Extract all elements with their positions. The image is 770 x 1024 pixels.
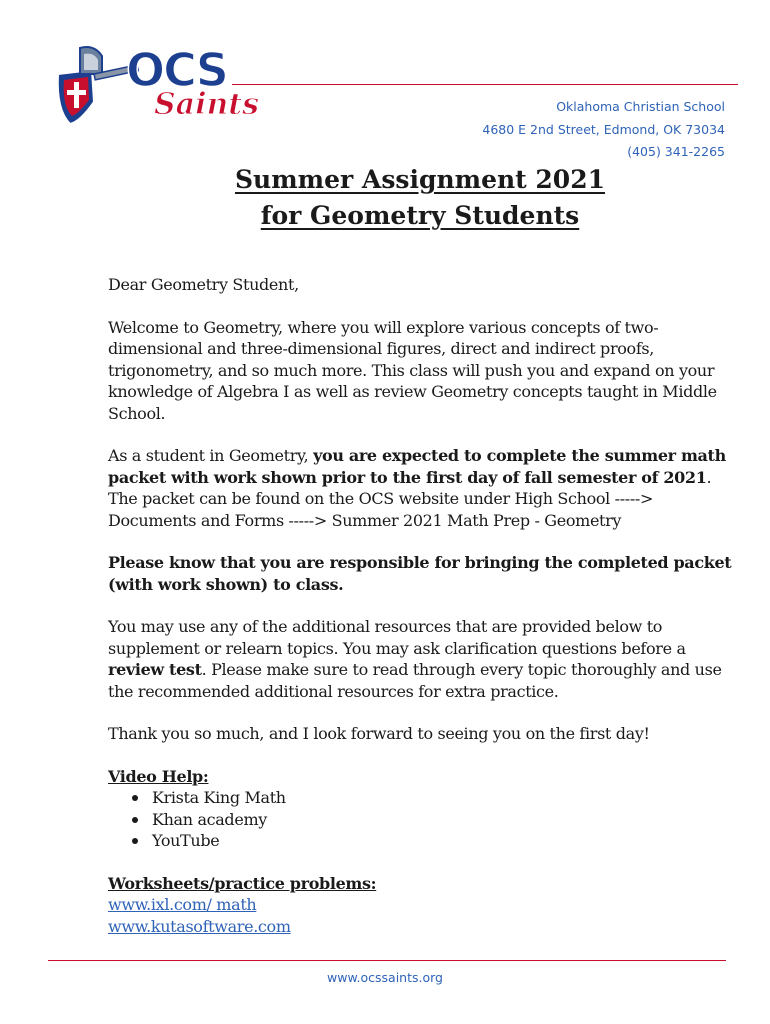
list-item-label: Khan academy (152, 809, 267, 829)
header-divider (232, 84, 738, 85)
title-line-1: Summer Assignment 2021 (235, 165, 605, 194)
bullet-icon (132, 795, 138, 801)
logo-ocs-text: OCS (126, 44, 227, 97)
page-title (0, 162, 770, 234)
video-help-heading: Video Help: (108, 766, 209, 786)
paragraph-responsibility: Please know that you are responsible for bringing the completed packet (with work shown) to class. (108, 553, 732, 594)
title-line-2: for Geometry Students (260, 201, 580, 230)
ixl-link[interactable]: www.ixl.com/ math (108, 895, 257, 914)
resources-text: You may use any of the additional resources that are provided below to supplement or relearn topics. You may ask clarification questions before a (108, 617, 686, 658)
greeting: Dear Geometry Student, (108, 275, 299, 294)
logo-saints-text: Saints (154, 87, 260, 122)
footer-divider (48, 960, 726, 961)
list-item-label: Krista King Math (152, 788, 286, 807)
letter-body (108, 274, 733, 937)
expectation-text: As a student in Geometry, (108, 446, 314, 465)
review-test-bold: review test (108, 660, 202, 679)
ocs-saints-logo (50, 44, 268, 126)
bullet-icon (132, 817, 138, 823)
video-help-list (108, 787, 733, 852)
list-item-label: YouTube (152, 831, 220, 850)
kutasoftware-link[interactable]: www.kutasoftware.com (108, 916, 291, 936)
list-item (108, 830, 733, 852)
paragraph-expectation (108, 445, 733, 531)
list-item (108, 787, 733, 809)
worksheets-heading: Worksheets/practice problems: (108, 873, 377, 893)
list-item (108, 809, 733, 831)
bullet-icon (132, 838, 138, 844)
school-contact-block (482, 96, 725, 164)
school-address: 4680 E 2nd Street, Edmond, OK 73034 (482, 121, 725, 137)
school-name: Oklahoma Christian School (556, 99, 725, 114)
expectation-bold: you are expected to complete the summer math packet with work shown prior to the first day of fall semester of 2021 (108, 446, 726, 487)
paragraph-welcome: Welcome to Geometry, where you will explore various concepts of two-dimensional and three-dimensional figures, direct and indirect proofs, trigonometry, and so much more. This class will push you and expand on your knowledge of Algebra I as well as review Geometry concepts taught in Middle School. (108, 317, 717, 423)
footer-website-link[interactable]: www.ocssaints.org (327, 970, 443, 985)
resources-text-end: . Please make sure to read through every topic thoroughly and use the recommended additional resources for extra practice. (108, 660, 722, 701)
school-phone: (405) 341-2265 (627, 144, 725, 159)
paragraph-resources (108, 616, 733, 702)
paragraph-thanks: Thank you so much, and I look forward to seeing you on the first day! (108, 724, 650, 743)
expectation-text-end: . The packet can be found on the OCS website under High School -----> Documents and Forms -----> Summer 2021 Math Prep - Geometry (108, 467, 712, 530)
